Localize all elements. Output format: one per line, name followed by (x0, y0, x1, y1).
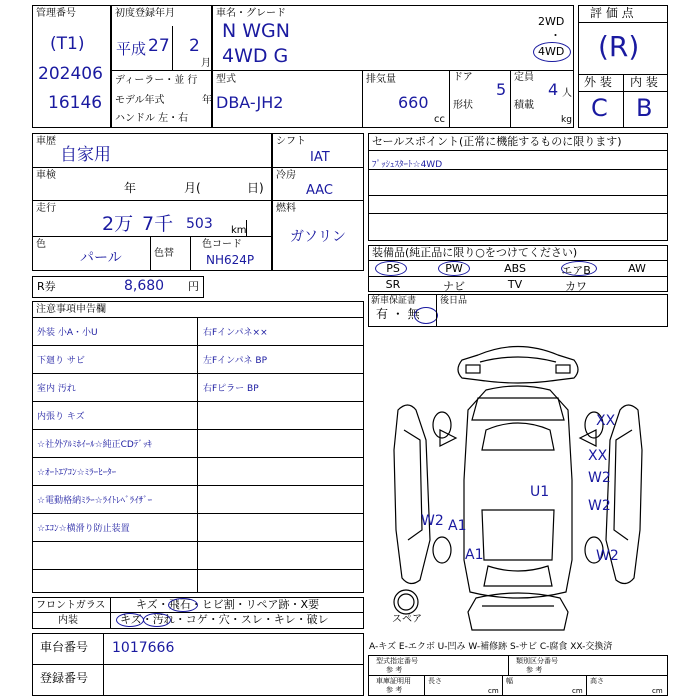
inspection-year: 年 (124, 181, 137, 195)
equip-leather: カワ (565, 280, 587, 293)
note-left-4: ☆社外ｱﾙﾐﾎｲｰﾙ☆純正CDﾃﾞｯｷ (37, 440, 152, 450)
sales-text: ﾌﾟｯｼｭｽﾀｰﾄ☆4WD (372, 160, 443, 170)
type-value: DBA-JH2 (216, 93, 284, 112)
rken-unit: 円 (188, 280, 199, 293)
notes-rule (32, 541, 364, 542)
shift-value: IAT (310, 150, 330, 165)
color-label: 色 (36, 239, 46, 250)
warranty-circle (414, 307, 438, 324)
divider (368, 276, 668, 277)
length-cm: cm (488, 687, 499, 695)
first-reg-label: 初度登録年月 (115, 8, 175, 19)
rken-label: R券 (37, 280, 56, 293)
load-unit: kg (561, 115, 572, 125)
interior-label: 内装 (58, 615, 78, 626)
chassis-label: 車台番号 (40, 640, 89, 654)
note-right-0: 右Fインパネ×× (203, 328, 268, 338)
glass-value: キズ・飛石・ヒビ割・リペア跡・X要 (136, 598, 320, 611)
width-label: 幅 (506, 677, 513, 685)
divider (436, 294, 437, 327)
equip-tv: TV (507, 278, 523, 291)
ac-label: 冷房 (276, 170, 296, 181)
divider (578, 22, 668, 23)
note-left-6: ☆電動格納ﾐﾗｰ☆ﾗｲﾄﾚﾍﾞﾗｲｻﾞｰ (37, 496, 153, 506)
divider (449, 70, 450, 128)
note-left-7: ☆ｴｺﾝ☆横滑り防止装置 (37, 524, 130, 534)
ac-value: AAC (306, 183, 333, 198)
divider (424, 675, 425, 696)
mileage-sen: 7千 (142, 213, 174, 235)
damage-xx-1: XX (596, 413, 616, 429)
divider (368, 213, 668, 214)
equip-sr: SR (385, 278, 401, 291)
divider (197, 317, 198, 593)
divider (32, 167, 272, 168)
inspection-month: 月( (184, 181, 201, 195)
disp-unit: cc (434, 114, 445, 125)
divider (502, 675, 503, 696)
rating-label: 評 価 点 (590, 6, 634, 20)
mileage-unit: km (231, 225, 247, 236)
color-value: パール (80, 250, 122, 266)
car-name: N WGN (222, 20, 290, 42)
equip-airbag: エアB (561, 264, 591, 277)
history-value: 自家用 (60, 145, 111, 165)
damage-w2-4: W2 (596, 548, 619, 564)
shift-label: シフト (276, 136, 306, 147)
dealer-label: ディーラー・並 行 (115, 75, 198, 86)
damage-xx-2: XX (588, 448, 608, 464)
color-code-label: 色コード (202, 239, 242, 250)
damage-u1: U1 (530, 484, 550, 500)
era: 平成 (116, 40, 147, 58)
drive-2wd: 2WD (538, 15, 565, 28)
notes-rule (32, 401, 364, 402)
carname-label: 車名・グレード (216, 8, 286, 19)
reg-month: 2 (189, 36, 200, 56)
color-change-label: 色替 (154, 248, 174, 259)
reg-year: 27 (148, 36, 170, 56)
fuel-value: ガソリン (290, 229, 346, 245)
ext-grade: C (591, 94, 608, 122)
damage-a1-1: A1 (448, 518, 467, 534)
car-diagram (368, 330, 668, 640)
divider (508, 655, 509, 675)
divider (32, 664, 364, 665)
divider (272, 200, 364, 201)
notes-label: 注意事項申告欄 (36, 304, 106, 315)
divider (368, 169, 668, 170)
int-label: 内 装 (630, 75, 658, 89)
note-left-5: ☆ｵｰﾄｴｱｺﾝ☆ﾐﾗｰﾋｰﾀｰ (37, 468, 117, 478)
shape-label: 形状 (453, 100, 473, 111)
note-left-1: 下廻り サビ (37, 356, 85, 366)
equip-navi: ナビ (443, 280, 465, 293)
damage-w2-3: W2 (421, 513, 444, 529)
cert: 車庫証明用 (376, 677, 411, 685)
rating-value: (R) (598, 30, 640, 63)
sales-label: セールスポイント(正常に機能するものに限ります) (372, 135, 622, 148)
equip-abs: ABS (504, 262, 526, 275)
note-right-1: 左Fインパネ BP (203, 356, 268, 366)
interior-circle-2 (143, 613, 171, 627)
divider (586, 675, 587, 696)
mgmt-no2: 16146 (48, 93, 103, 113)
divider (32, 317, 364, 318)
drive-4wd-circle (533, 42, 571, 62)
legend: A-キズ E-エクボ U-凹み W-補修跡 S-サビ C-腐食 XX-交換済 (369, 642, 613, 652)
category-ref: 参 考 (526, 666, 543, 674)
divider (172, 26, 173, 70)
reg-box (111, 5, 212, 128)
length-label: 長さ (428, 677, 442, 685)
note-left-3: 内張り キズ (37, 412, 85, 422)
equip-ps-circle (375, 261, 407, 276)
cap-unit: 人 (562, 88, 572, 99)
divider (578, 91, 668, 92)
inspection-day: 日) (247, 181, 264, 195)
divider (623, 74, 624, 128)
divider (103, 633, 104, 696)
rken-value: 8,680 (124, 278, 165, 294)
drive-dot: ・ (550, 29, 561, 42)
fuel-label: 燃料 (276, 203, 296, 214)
damage-w2-1: W2 (588, 470, 611, 486)
notes-rule (32, 457, 364, 458)
interior-circle-1 (116, 613, 144, 627)
drive-4wd: 4WD (538, 45, 565, 58)
category: 類別区分番号 (516, 657, 558, 665)
divider (246, 220, 247, 236)
equip-pw-circle (438, 261, 470, 276)
after-label: 後日品 (440, 296, 468, 306)
history-label: 車歴 (36, 136, 56, 147)
width-cm: cm (572, 687, 583, 695)
handle-label: ハンドル 左・右 (115, 113, 189, 124)
notes-rule (32, 345, 364, 346)
divider (272, 167, 364, 168)
model-year-unit: 年 (202, 95, 212, 106)
mgmt-no1: 202406 (38, 64, 103, 84)
notes-rule (32, 429, 364, 430)
capacity: 4 (548, 80, 559, 99)
model-year-label: モデル年式 (115, 95, 165, 106)
ext-label: 外 装 (584, 75, 612, 89)
grade: 4WD G (222, 45, 289, 67)
designation-ref: 参 考 (386, 666, 403, 674)
note-right-2: 右Fピラー BP (203, 384, 259, 394)
color-code: NH624P (206, 253, 255, 267)
month-unit: 月 (201, 58, 211, 69)
equip-airbag-circle (561, 261, 597, 276)
disp-value: 660 (398, 93, 429, 112)
divider (368, 260, 668, 261)
note-left-0: 外装 小A・小U (37, 328, 98, 338)
notes-rule (32, 373, 364, 374)
divider (32, 236, 272, 237)
divider (212, 70, 574, 71)
mileage-man: 2万 (102, 213, 134, 235)
notes-rule (32, 513, 364, 514)
divider (32, 200, 272, 201)
rken-box (32, 276, 204, 298)
load-label: 積載 (514, 100, 534, 111)
equipment-label: 装備品(純正品に限り○をつけてください) (372, 246, 578, 259)
damage-a1-2: A1 (465, 547, 484, 563)
divider (150, 236, 151, 271)
cap-label: 定員 (514, 72, 534, 83)
inspection-label: 車検 (36, 170, 56, 181)
warranty-value: 有 ・ 無 (376, 307, 420, 321)
divider (368, 675, 668, 676)
note-left-2: 室内 汚れ (37, 384, 76, 394)
equip-aw: AW (628, 262, 646, 275)
designation: 型式指定番号 (376, 657, 418, 665)
int-grade: B (636, 94, 653, 122)
cert-ref: 参 考 (386, 686, 403, 694)
divider (110, 597, 111, 629)
damage-w2-2: W2 (588, 498, 611, 514)
notes-rule (32, 485, 364, 486)
spare-label: スペア (392, 614, 422, 625)
doors: 5 (496, 80, 507, 99)
notes-rule (32, 569, 364, 570)
chassis-value: 1017666 (112, 640, 175, 656)
disp-label: 排気量 (366, 74, 396, 85)
warranty-label: 新車保証書 (371, 296, 417, 306)
mgmt-label: 管理番号 (36, 8, 76, 19)
divider (510, 70, 511, 128)
mgmt-code: (T1) (50, 34, 85, 54)
divider (368, 150, 668, 151)
mileage-rest: 503 (186, 216, 213, 232)
height-label: 高さ (590, 677, 604, 685)
divider (190, 236, 191, 271)
regno-label: 登録番号 (40, 671, 89, 685)
glass-circle (168, 598, 198, 612)
divider (111, 70, 212, 71)
type-label: 型式 (216, 74, 236, 85)
divider (368, 195, 668, 196)
interior-value: キズ・汚れ・コゲ・穴・スレ・キレ・破レ (120, 613, 329, 626)
equip-pw: PW (445, 262, 463, 275)
glass-label: フロントガラス (36, 600, 106, 611)
mileage-label: 走行 (36, 203, 56, 214)
divider (362, 70, 363, 128)
height-cm: cm (652, 687, 663, 695)
equip-ps: PS (386, 262, 400, 275)
door-label: ドア (453, 72, 473, 83)
